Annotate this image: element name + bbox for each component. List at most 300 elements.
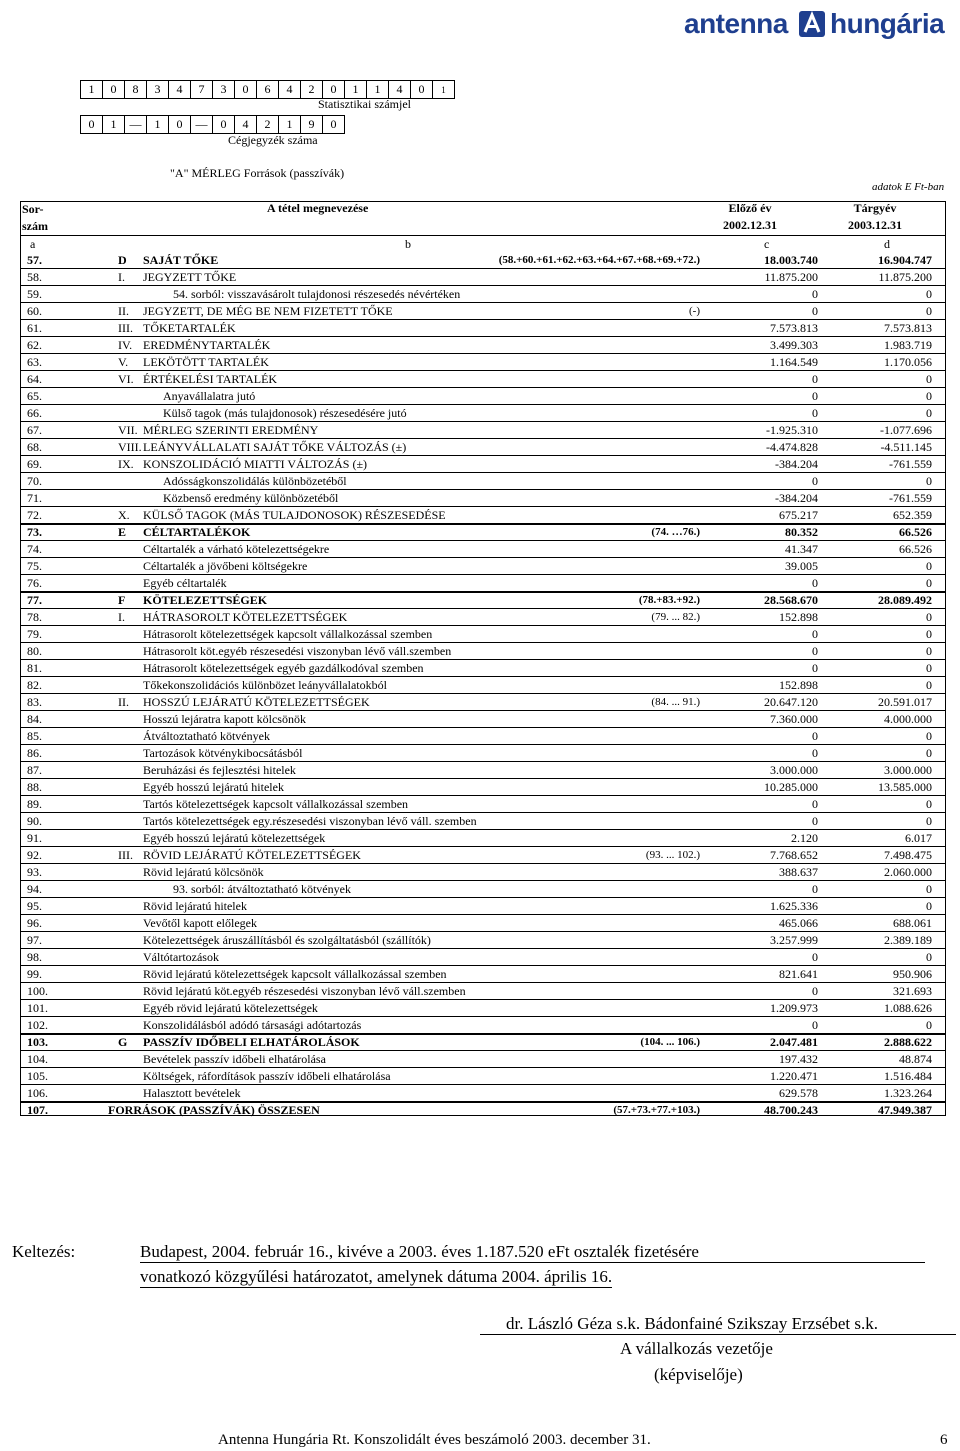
table-row [20, 439, 946, 456]
row-roman: III. [118, 848, 133, 862]
table-row [20, 1034, 946, 1051]
row-item-name: CÉLTARTALÉKOK [143, 525, 251, 539]
balance-title: "A" MÉRLEG Források (passzívák) [170, 166, 345, 180]
table-row [20, 796, 946, 813]
row-curr-value: 1.983.719 [884, 338, 932, 352]
row-number: 96. [27, 916, 42, 930]
row-prev-value: 1.625.336 [770, 899, 818, 913]
row-prev-value: -384.204 [775, 457, 818, 471]
row-number: 63. [27, 355, 42, 369]
signature-role: A vállalkozás vezetője [620, 1339, 773, 1358]
brand-mark-icon [798, 10, 826, 38]
code-digit: 0 [323, 81, 345, 99]
table-row [20, 456, 946, 473]
letter-d: d [884, 237, 890, 251]
row-number: 82. [27, 678, 42, 692]
row-curr-value: 16.904.747 [878, 253, 932, 267]
row-number: 61. [27, 321, 42, 335]
row-number: 78. [27, 610, 42, 624]
row-curr-value: 7.573.813 [884, 321, 932, 335]
row-number: 99. [27, 967, 42, 981]
table-row [20, 660, 946, 677]
row-prev-value: 0 [812, 287, 818, 301]
table-row [20, 915, 946, 932]
table-row [20, 609, 946, 626]
row-curr-value: 0 [926, 287, 932, 301]
row-prev-value: 2.047.481 [770, 1035, 818, 1049]
row-curr-value: 652.359 [893, 508, 932, 522]
row-number: 90. [27, 814, 42, 828]
row-prev-value: 0 [812, 950, 818, 964]
header-prev-year: Előző év [728, 201, 772, 215]
row-item-name: LEÁNYVÁLLALATI SAJÁT TŐKE VÁLTOZÁS (±) [143, 440, 407, 454]
row-curr-value: -4.511.145 [880, 440, 932, 454]
row-number: 100. [27, 984, 48, 998]
row-roman: VIII. [118, 440, 142, 454]
row-item-name: TŐKETARTALÉK [143, 321, 236, 335]
row-roman: X. [118, 508, 130, 522]
table-row [20, 541, 946, 558]
row-prev-value: 48.700.243 [764, 1103, 818, 1117]
row-prev-value: 0 [812, 661, 818, 675]
table-row [20, 728, 946, 745]
table-row [20, 303, 946, 320]
code-digit: 0 [213, 116, 235, 134]
row-curr-value: 0 [926, 559, 932, 573]
row-prev-value: 629.578 [779, 1086, 818, 1100]
code-digit: 1 [279, 116, 301, 134]
row-item-name: KÜLSŐ TAGOK (MÁS TULAJDONOSOK) RÉSZESEDÉSE [143, 508, 446, 522]
table-row [20, 371, 946, 388]
row-curr-value: 4.000.000 [884, 712, 932, 726]
row-number: 93. [27, 865, 42, 879]
row-roman: F [118, 593, 126, 607]
row-number: 59. [27, 287, 42, 301]
header-curr-date: 2003.12.31 [848, 218, 902, 232]
row-curr-value: 28.089.492 [878, 593, 932, 607]
code-digit: 3 [213, 81, 235, 99]
table-row [20, 592, 946, 609]
code-digit: 8 [125, 81, 147, 99]
row-curr-value: 0 [926, 474, 932, 488]
row-item-name: MÉRLEG SZERINTI EREDMÉNY [143, 423, 319, 437]
table-row [20, 762, 946, 779]
brand-word-1: antenna [684, 8, 788, 39]
row-curr-value: 1.323.264 [884, 1086, 932, 1100]
code-digit: 0 [323, 116, 345, 134]
row-item-name: Tőkekonszolidációs különbözet leányvállalatokból [143, 678, 387, 692]
row-prev-value: 152.898 [779, 610, 818, 624]
footer-text: Antenna Hungária Rt. Konszolidált éves beszámoló 2003. december 31. [218, 1432, 651, 1448]
table-row [20, 898, 946, 915]
row-item-name: FORRÁSOK (PASSZÍVÁK) ÖSSZESEN [108, 1103, 320, 1117]
letter-c: c [764, 237, 770, 251]
row-curr-value: 6.017 [905, 831, 932, 845]
table-row [20, 252, 946, 269]
code-digit: 1 [367, 81, 389, 99]
row-prev-value: 0 [812, 406, 818, 420]
table-row [20, 524, 946, 541]
row-roman: VI. [118, 372, 134, 386]
row-prev-value: 18.003.740 [764, 253, 818, 267]
row-curr-value: 688.061 [893, 916, 932, 930]
row-prev-value: 3.000.000 [770, 763, 818, 777]
row-prev-value: 1.209.973 [770, 1001, 818, 1015]
row-prev-value: 675.217 [779, 508, 818, 522]
table-row [20, 677, 946, 694]
row-prev-value: 39.005 [785, 559, 818, 573]
code-digit: — [125, 116, 147, 134]
row-prev-value: 0 [812, 814, 818, 828]
row-prev-value: 3.499.303 [770, 338, 818, 352]
row-number: 77. [27, 593, 42, 607]
row-item-name: HÁTRASOROLT KÖTELEZETTSÉGEK [143, 610, 348, 624]
row-prev-value: 7.768.652 [770, 848, 818, 862]
row-number: 98. [27, 950, 42, 964]
row-curr-value: 48.874 [899, 1052, 932, 1066]
row-number: 102. [27, 1018, 48, 1032]
dating-label: Keltezés: [12, 1242, 76, 1261]
row-roman: II. [118, 304, 129, 318]
row-roman: I. [118, 610, 125, 624]
row-number: 107. [27, 1103, 48, 1117]
row-item-name: Kötelezettségek áruszállításból és szolgáltatásból (szállítók) [143, 933, 431, 947]
row-curr-value: 1.088.626 [884, 1001, 932, 1015]
row-item-name: Költségek, ráfordítások passzív időbeli elhatárolása [143, 1069, 391, 1083]
row-number: 70. [27, 474, 42, 488]
table-row [20, 558, 946, 575]
row-item-name: Hátrasorolt köt.egyéb részesedési viszonyban lévő váll.szemben [143, 644, 452, 658]
row-number: 79. [27, 627, 42, 641]
row-curr-value: 47.949.387 [878, 1103, 932, 1117]
row-item-name: Beruházási és fejlesztési hitelek [143, 763, 296, 777]
row-prev-value: -1.925.310 [766, 423, 818, 437]
row-curr-value: 950.906 [893, 967, 932, 981]
row-curr-value: 0 [926, 406, 932, 420]
row-roman: D [118, 253, 127, 267]
row-item-name: KÖTELEZETTSÉGEK [143, 593, 268, 607]
row-prev-value: 41.347 [785, 542, 818, 556]
row-item-name: Adósságkonszolidálás különbözetéből [163, 474, 347, 488]
row-curr-value: 0 [926, 899, 932, 913]
row-prev-value: 10.285.000 [764, 780, 818, 794]
table-row [20, 966, 946, 983]
table-row [20, 354, 946, 371]
row-prev-value: 0 [812, 1018, 818, 1032]
row-curr-value: 0 [926, 797, 932, 811]
row-item-name: Egyéb rövid lejáratú kötelezettségek [143, 1001, 318, 1015]
row-item-name: Rövid lejáratú kölcsönök [143, 865, 264, 879]
row-roman: I. [118, 270, 125, 284]
row-number: 84. [27, 712, 42, 726]
row-item-name: Céltartalék a várható kötelezettségekre [143, 542, 330, 556]
row-number: 92. [27, 848, 42, 862]
row-prev-value: 465.066 [779, 916, 818, 930]
row-number: 67. [27, 423, 42, 437]
header-prev-date: 2002.12.31 [723, 218, 777, 232]
row-number: 74. [27, 542, 42, 556]
row-number: 87. [27, 763, 42, 777]
table-row [20, 388, 946, 405]
table-row [20, 830, 946, 847]
table-row [20, 1017, 946, 1034]
row-number: 62. [27, 338, 42, 352]
dating-line-1: Budapest, 2004. február 16., kivéve a 2003. éves 1.187.520 eFt osztalék fizetésére [140, 1242, 925, 1263]
code-digit: 7 [191, 81, 213, 99]
brand-word-2: hungária [830, 8, 945, 39]
row-roman: VII. [118, 423, 138, 437]
header-curr-year: Tárgyév [853, 201, 897, 215]
row-curr-value: 0 [926, 729, 932, 743]
row-curr-value: 0 [926, 644, 932, 658]
row-number: 69. [27, 457, 42, 471]
row-curr-value: 3.000.000 [884, 763, 932, 777]
table-row [20, 983, 946, 1000]
row-number: 105. [27, 1069, 48, 1083]
code-digit: 4 [235, 116, 257, 134]
row-curr-value: 0 [926, 882, 932, 896]
row-reference: (104. ... 106.) [640, 1036, 700, 1048]
row-prev-value: 0 [812, 576, 818, 590]
row-prev-value: 2.120 [791, 831, 818, 845]
row-prev-value: 0 [812, 746, 818, 760]
row-curr-value: 0 [926, 389, 932, 403]
row-curr-value: 2.389.189 [884, 933, 932, 947]
row-curr-value: 0 [926, 950, 932, 964]
table-row [20, 932, 946, 949]
row-prev-value: 0 [812, 644, 818, 658]
row-prev-value: 0 [812, 372, 818, 386]
row-prev-value: 3.257.999 [770, 933, 818, 947]
code-digit: 4 [389, 81, 411, 99]
row-reference: (78.+83.+92.) [638, 594, 700, 606]
row-number: 73. [27, 525, 42, 539]
table-row [20, 1051, 946, 1068]
row-curr-value: 0 [926, 678, 932, 692]
row-roman: G [118, 1035, 128, 1049]
table-row [20, 643, 946, 660]
row-prev-value: 0 [812, 389, 818, 403]
row-number: 64. [27, 372, 42, 386]
row-prev-value: 0 [812, 882, 818, 896]
code-digit: 1 [433, 81, 455, 99]
row-item-name: Hátrasorolt kötelezettségek egyéb gazdálkodóval szemben [143, 661, 424, 675]
row-curr-value: 0 [926, 372, 932, 386]
code-digit: 4 [169, 81, 191, 99]
letter-a: a [30, 237, 36, 251]
table-row [20, 881, 946, 898]
row-number: 104. [27, 1052, 48, 1066]
code-digit: 0 [169, 116, 191, 134]
row-item-name: KONSZOLIDÁCIÓ MIATTI VÁLTOZÁS (±) [143, 457, 368, 471]
row-item-name: HOSSZÚ LEJÁRATÚ KÖTELEZETTSÉGEK [143, 695, 370, 709]
row-item-name: Rövid lejáratú hitelek [143, 899, 247, 913]
row-prev-value: 7.573.813 [770, 321, 818, 335]
row-number: 97. [27, 933, 42, 947]
row-curr-value: 1.170.056 [884, 355, 932, 369]
row-number: 89. [27, 797, 42, 811]
code-digit: 2 [257, 116, 279, 134]
row-curr-value: 0 [926, 746, 932, 760]
code-digit: 1 [345, 81, 367, 99]
code-digit: 3 [147, 81, 169, 99]
header-item-name: A tétel megnevezése [267, 201, 369, 215]
row-number: 65. [27, 389, 42, 403]
table-row [20, 864, 946, 881]
row-curr-value: 1.516.484 [884, 1069, 932, 1083]
row-item-name: JEGYZETT, DE MÉG BE NEM FIZETETT TŐKE [143, 304, 393, 318]
row-item-name: Rövid lejáratú köt.egyéb részesedési viszonyban lévő váll.szemben [143, 984, 466, 998]
row-item-name: ÉRTÉKELÉSI TARTALÉK [143, 372, 278, 386]
table-row [20, 507, 946, 524]
row-number: 75. [27, 559, 42, 573]
dating-line-2: vonatkozó közgyűlési határozatot, amelynek dátuma 2004. április 16. [140, 1267, 613, 1286]
row-prev-value: 1.164.549 [770, 355, 818, 369]
table-row [20, 694, 946, 711]
row-roman: V. [118, 355, 129, 369]
row-curr-value: 2.888.622 [884, 1035, 932, 1049]
row-item-name: Külső tagok (más tulajdonosok) részesedésére jutó [163, 406, 407, 420]
row-item-name: Anyavállalatra jutó [163, 389, 256, 403]
row-item-name: LEKÖTÖTT TARTALÉK [143, 355, 269, 369]
reg-code-boxes [80, 115, 345, 134]
brand-logo [680, 6, 956, 44]
table-row [20, 337, 946, 354]
header-divider [20, 235, 946, 236]
row-item-name: JEGYZETT TŐKE [143, 270, 237, 284]
row-item-name: PASSZÍV IDŐBELI ELHATÁROLÁSOK [143, 1035, 360, 1049]
row-number: 83. [27, 695, 42, 709]
row-number: 68. [27, 440, 42, 454]
code-digit: 0 [103, 81, 125, 99]
row-number: 66. [27, 406, 42, 420]
row-number: 60. [27, 304, 42, 318]
row-reference: (-) [689, 305, 700, 317]
table-row [20, 405, 946, 422]
row-curr-value: 66.526 [899, 542, 932, 556]
row-curr-value: -761.559 [889, 491, 932, 505]
row-number: 103. [27, 1035, 48, 1049]
row-curr-value: 7.498.475 [884, 848, 932, 862]
row-prev-value: 0 [812, 474, 818, 488]
row-prev-value: 821.641 [779, 967, 818, 981]
table-row [20, 422, 946, 439]
row-reference: (58.+60.+61.+62.+63.+64.+67.+68.+69.+72.) [498, 254, 700, 266]
row-item-name: Tartozások kötvénykibocsátásból [143, 746, 303, 760]
row-number: 91. [27, 831, 42, 845]
code-digit: 0 [411, 81, 433, 99]
row-item-name: EREDMÉNYTARTALÉK [143, 338, 271, 352]
row-prev-value: 388.637 [779, 865, 818, 879]
row-item-name: RÖVID LEJÁRATÚ KÖTELEZETTSÉGEK [143, 848, 361, 862]
row-item-name: Céltartalék a jövőbeni költségekre [143, 559, 308, 573]
row-item-name: Hátrasorolt kötelezettségek kapcsolt vállalkozással szemben [143, 627, 433, 641]
row-number: 81. [27, 661, 42, 675]
row-prev-value: 197.432 [779, 1052, 818, 1066]
row-prev-value: 11.875.200 [764, 270, 818, 284]
row-curr-value: 0 [926, 304, 932, 318]
table-row [20, 779, 946, 796]
row-reference: (93. ... 102.) [645, 849, 700, 861]
row-item-name: Bevételek passzív időbeli elhatárolása [143, 1052, 326, 1066]
row-item-name: Egyéb céltartalék [143, 576, 227, 590]
table-row [20, 1102, 946, 1119]
row-item-name: Konszolidálásból adódó társasági adótartozás [143, 1018, 362, 1032]
reg-code-caption: Cégjegyzék száma [228, 133, 318, 147]
row-roman: III. [118, 321, 133, 335]
row-prev-value: -384.204 [775, 491, 818, 505]
row-prev-value: 0 [812, 797, 818, 811]
table-row [20, 575, 946, 592]
row-item-name: Vevőtől kapott előlegek [143, 916, 257, 930]
row-number: 94. [27, 882, 42, 896]
signature-role-note: (képviselője) [654, 1365, 743, 1384]
row-curr-value: 0 [926, 610, 932, 624]
row-curr-value: 0 [926, 814, 932, 828]
table-row [20, 1068, 946, 1085]
row-reference: (79. ... 82.) [651, 611, 700, 623]
stat-code-caption: Statisztikai számjel [318, 97, 411, 111]
code-digit: 1 [147, 116, 169, 134]
row-reference: (84. ... 91.) [651, 696, 700, 708]
header-row-number: Sor- szám [22, 202, 48, 233]
row-number: 88. [27, 780, 42, 794]
row-number: 58. [27, 270, 42, 284]
row-item-name: Tartós kötelezettségek egy.részesedési viszonyban lévő váll. szemben [143, 814, 477, 828]
table-row [20, 473, 946, 490]
table-row [20, 813, 946, 830]
table-row [20, 1000, 946, 1017]
table-row [20, 847, 946, 864]
row-curr-value: -1.077.696 [880, 423, 932, 437]
row-roman: IV. [118, 338, 133, 352]
row-curr-value: 66.526 [899, 525, 932, 539]
row-item-name: Tartós kötelezettségek kapcsolt vállalkozással szemben [143, 797, 409, 811]
row-number: 95. [27, 899, 42, 913]
row-item-name: Közbenső eredmény különbözetéből [163, 491, 339, 505]
table-row [20, 711, 946, 728]
code-digit: 0 [235, 81, 257, 99]
row-reference: (57.+73.+77.+103.) [613, 1104, 700, 1116]
row-prev-value: 1.220.471 [770, 1069, 818, 1083]
row-item-name: Egyéb hosszú lejáratú kötelezettségek [143, 831, 326, 845]
row-item-name: SAJÁT TŐKE [143, 253, 219, 267]
row-item-name: Átváltoztatható kötvények [143, 729, 270, 743]
row-curr-value: 0 [926, 576, 932, 590]
row-curr-value: 11.875.200 [878, 270, 932, 284]
row-number: 106. [27, 1086, 48, 1100]
code-digit: 4 [279, 81, 301, 99]
code-digit: 1 [81, 81, 103, 99]
row-prev-value: 0 [812, 627, 818, 641]
row-number: 86. [27, 746, 42, 760]
table-row [20, 1085, 946, 1102]
table-row [20, 320, 946, 337]
row-roman: E [118, 525, 127, 539]
row-number: 76. [27, 576, 42, 590]
row-prev-value: 7.360.000 [770, 712, 818, 726]
row-prev-value: 28.568.670 [764, 593, 818, 607]
row-curr-value: 321.693 [893, 984, 932, 998]
row-reference: (74. …76.) [651, 526, 700, 538]
row-curr-value: 0 [926, 661, 932, 675]
row-prev-value: 152.898 [779, 678, 818, 692]
row-curr-value: 2.060.000 [884, 865, 932, 879]
page-number: 6 [940, 1432, 948, 1448]
code-digit: 9 [301, 116, 323, 134]
row-prev-value: -4.474.828 [766, 440, 818, 454]
row-item-name: Váltótartozások [143, 950, 219, 964]
